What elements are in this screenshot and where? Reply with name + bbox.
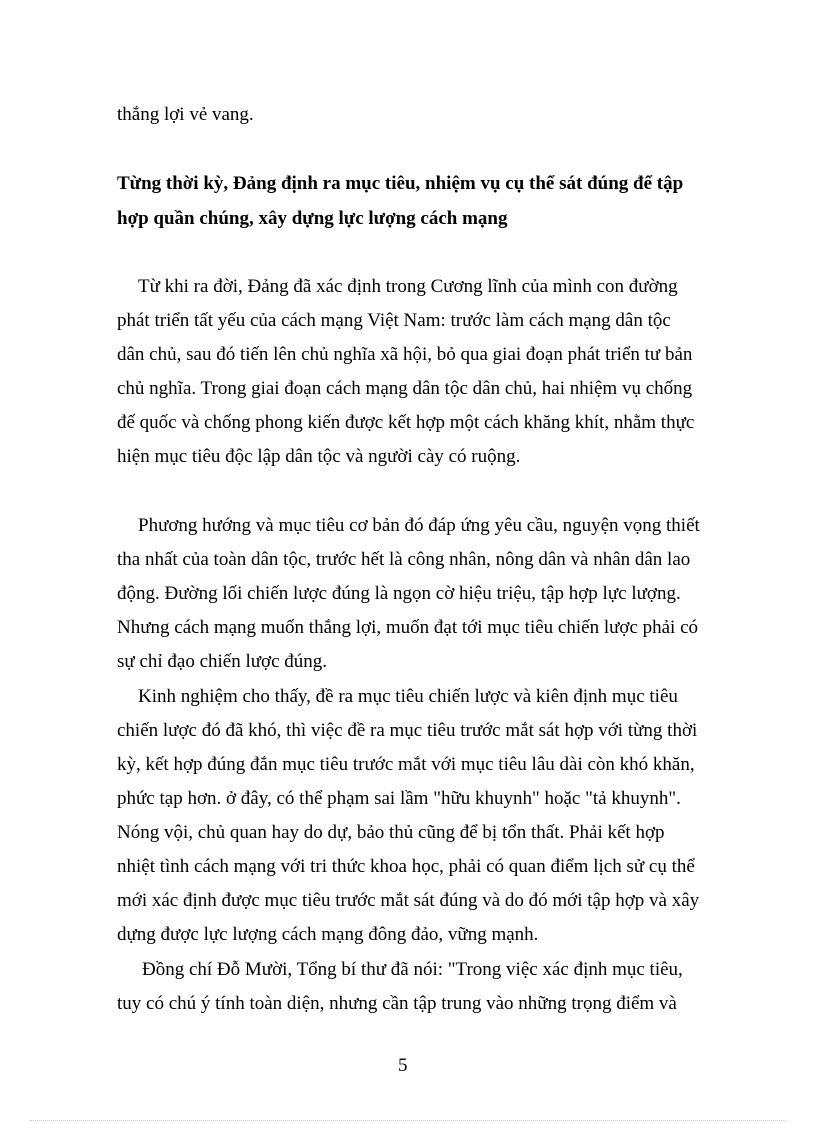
text-line: hiện mục tiêu độc lập dân tộc và người cày có ruộng. [117,446,521,467]
text-line: Từ khi ra đời, Đảng đã xác định trong Cương lĩnh của mình con đường [138,276,678,297]
text-line: sự chỉ đạo chiến lược đúng. [117,651,328,672]
text-line: phát triển tất yếu của cách mạng Việt Nam: trước làm cách mạng dân tộc [117,310,671,331]
text-line: chiến lược đó đã khó, thì việc đề ra mục tiêu trước mắt sát hợp với từng thời [117,720,698,741]
text-line: dân chủ, sau đó tiến lên chủ nghĩa xã hội, bỏ qua giai đoạn phát triển tư bản [117,344,693,365]
text-line: thắng lợi vẻ vang. [117,104,254,125]
page-number: 5 [398,1055,408,1076]
section-heading: Từng thời kỳ, Đảng định ra mục tiêu, nhiệm vụ cụ thể sát đúng để tập [117,173,684,194]
text-line: động. Đường lối chiến lược đúng là ngọn cờ hiệu triệu, tập hợp lực lượng. [117,583,681,604]
text-line: Kinh nghiệm cho thấy, đề ra mục tiêu chiến lược và kiên định mục tiêu [138,686,678,707]
text-line: Nhưng cách mạng muốn thắng lợi, muốn đạt tới mục tiêu chiến lược phải có [117,617,699,638]
text-line: kỳ, kết hợp đúng đắn mục tiêu trước mắt với mục tiêu lâu dài còn khó khăn, [117,754,695,775]
section-heading: hợp quần chúng, xây dựng lực lượng cách mạng [117,208,508,229]
text-line: Đồng chí Đỗ Mười, Tổng bí thư đã nói: "Trong việc xác định mục tiêu, [142,959,683,980]
text-line: dựng được lực lượng cách mạng đông đảo, vững mạnh. [117,924,539,945]
text-line: nhiệt tình cách mạng với tri thức khoa học, phải có quan điểm lịch sử cụ thể [117,856,695,877]
text-line: chủ nghĩa. Trong giai đoạn cách mạng dân tộc dân chủ, hai nhiệm vụ chống [117,378,693,399]
text-line: đế quốc và chống phong kiến được kết hợp một cách khăng khít, nhằm thực [117,412,695,433]
text-line: Nóng vội, chủ quan hay do dự, bảo thủ cũng để bị tổn thất. Phải kết hợp [117,822,665,843]
text-line: Phương hướng và mục tiêu cơ bản đó đáp ứng yêu cầu, nguyện vọng thiết [138,515,700,536]
text-line: tuy có chú ý tính toàn diện, nhưng cần tập trung vào những trọng điểm và [117,993,677,1014]
text-line: mới xác định được mục tiêu trước mắt sát đúng và do đó mới tập hợp và xây [117,890,700,911]
text-line: phức tạp hơn. ở đây, có thể phạm sai lầm "hữu khuynh" hoặc "tả khuynh". [117,788,681,809]
text-line: tha nhất của toàn dân tộc, trước hết là công nhân, nông dân và nhân dân lao [117,549,691,570]
page-bottom-divider [30,1120,786,1121]
